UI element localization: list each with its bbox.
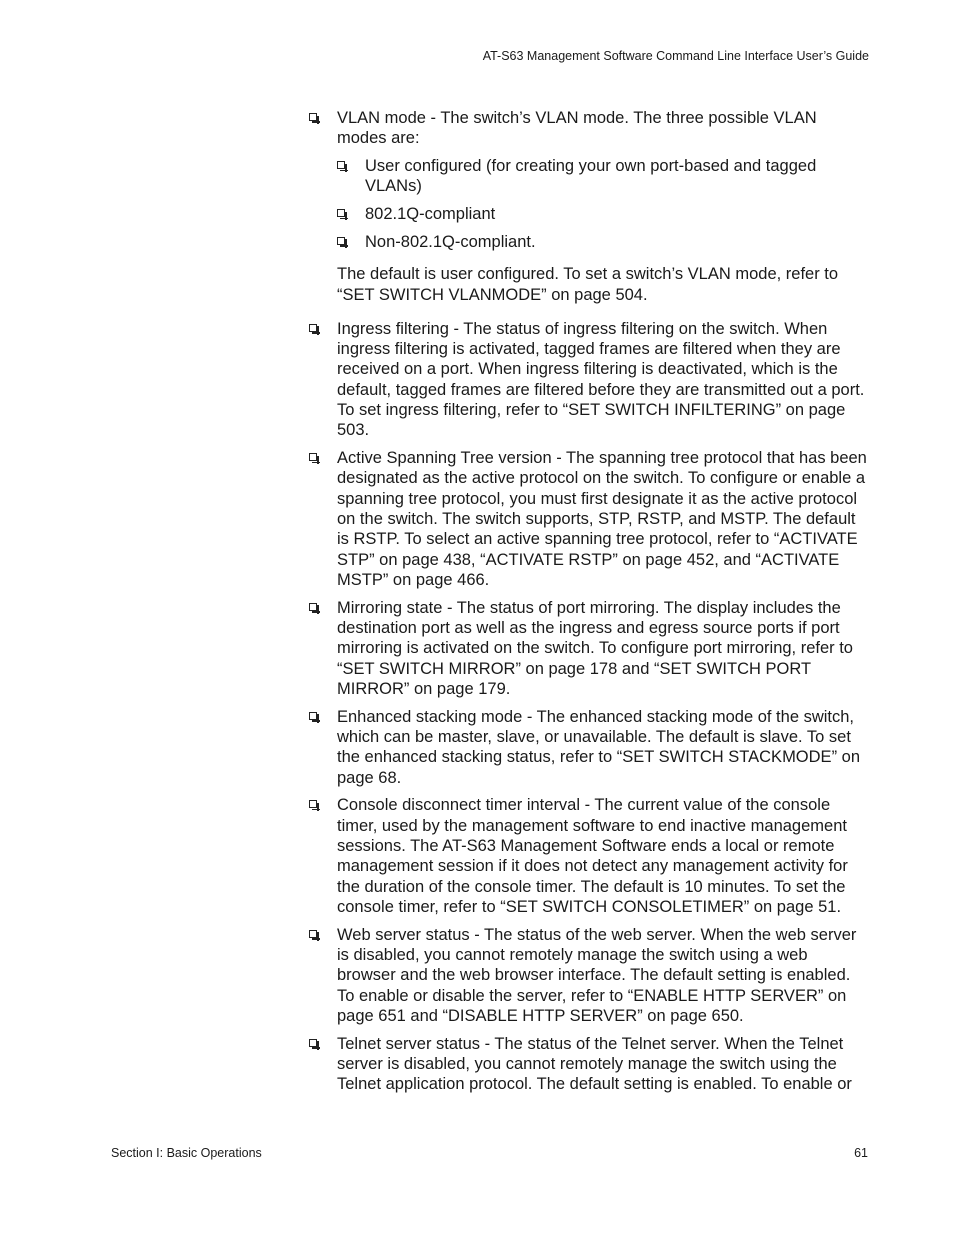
list-item-enhanced-stacking: [306, 707, 868, 788]
checkbox-bullet-icon: [309, 113, 317, 121]
page-number: 61: [854, 1146, 868, 1160]
sub-list-item-text: User configured (for creating your own port-based and tagged VLANs): [365, 157, 817, 196]
sub-list-item: [334, 232, 868, 252]
checkbox-bullet-icon: [309, 603, 317, 611]
checkbox-bullet-icon: [309, 324, 317, 332]
list-item-text: Ingress filtering - The status of ingress filtering on the switch. When ingress filtering is activated, tagged frames are filtered when they are received on a port. When ingress filtering is deactivated, which is the default, tagged frames are filtered before they are transmitted out a port. To set ingress filtering, refer to “SET SWITCH INFILTERING” on page 503.: [337, 319, 865, 440]
list-item-text: Telnet server status - The status of the Telnet server. When the Telnet server is disabled, you cannot remotely manage the switch using the Telnet application protocol. The default setting is enabled. To enable or: [337, 1034, 852, 1094]
sub-list-item: [334, 156, 868, 197]
sub-list-item: [334, 204, 868, 224]
list-item-text: VLAN mode - The switch’s VLAN mode. The three possible VLAN modes are:: [337, 109, 817, 148]
checkbox-bullet-icon: [337, 161, 345, 169]
list-item-spanning-tree: [306, 448, 868, 590]
checkbox-bullet-icon: [337, 209, 345, 217]
vlan-default-paragraph: The default is user configured. To set a switch’s VLAN mode, refer to “SET SWITCH VLANMODE” on page 504.: [337, 265, 839, 304]
checkbox-bullet-icon: [309, 712, 317, 720]
checkbox-bullet-icon: [309, 930, 317, 938]
list-item-telnet-server: [306, 1034, 868, 1095]
sub-list-item-text: 802.1Q-compliant: [365, 205, 496, 224]
list-item-console-timer: [306, 795, 868, 917]
sub-list-item-text: Non-802.1Q-compliant.: [365, 232, 536, 251]
running-header: AT-S63 Management Software Command Line Interface User’s Guide: [482, 49, 869, 63]
list-item-text: Enhanced stacking mode - The enhanced stacking mode of the switch, which can be master, slave, or unavailable. The default is slave. To set the enhanced stacking status, refer to “SET SWITCH STACKMODE” on page 68.: [337, 707, 860, 787]
list-item-text: Active Spanning Tree version - The spanning tree protocol that has been designated as the active protocol on the switch. To configure or enable a spanning tree protocol, you must first designate it as the active protocol on the switch. The switch supports, STP, RSTP, and MSTP. The default is RSTP. To select an active spanning tree protocol, refer to “ACTIVATE STP” on page 438, “ACTIVATE RSTP” on page 452, and “ACTIVATE MSTP” on page 466.: [337, 449, 867, 589]
footer-section: Section I: Basic Operations: [111, 1146, 262, 1160]
list-item-text: Console disconnect timer interval - The current value of the console timer, used by the management software to end inactive management sessions. The AT-S63 Management Software ends a local or remote management session if it does not detect any management activity for the duration of the console timer. The default is 10 minutes. To set the console timer, refer to “SET SWITCH CONSOLETIMER” on page 51.: [337, 796, 848, 916]
checkbox-bullet-icon: [309, 1039, 317, 1047]
page-content: [306, 108, 868, 1102]
list-item-text: Mirroring state - The status of port mirroring. The display includes the destination port as well as the ingress and egress source ports if port mirroring is activated on the switch. To configure port mirroring, refer to “SET SWITCH MIRROR” on page 178 and “SET SWITCH PORT MIRROR” on page 179.: [337, 598, 853, 698]
list-item-vlan-mode: [306, 108, 868, 149]
checkbox-bullet-icon: [337, 237, 345, 245]
list-item-text: Web server status - The status of the web server. When the web server is disabled, you cannot remotely manage the switch using a web browser and the web browser interface. The default setting is enabled. To enable or disable the server, refer to “ENABLE HTTP SERVER” on page 651 and “DISABLE HTTP SERVER” on page 650.: [337, 925, 857, 1025]
list-item-web-server: [306, 925, 868, 1026]
list-item-ingress-filtering: [306, 319, 868, 441]
list-item-mirroring-state: [306, 598, 868, 699]
checkbox-bullet-icon: [309, 453, 317, 461]
checkbox-bullet-icon: [309, 800, 317, 808]
